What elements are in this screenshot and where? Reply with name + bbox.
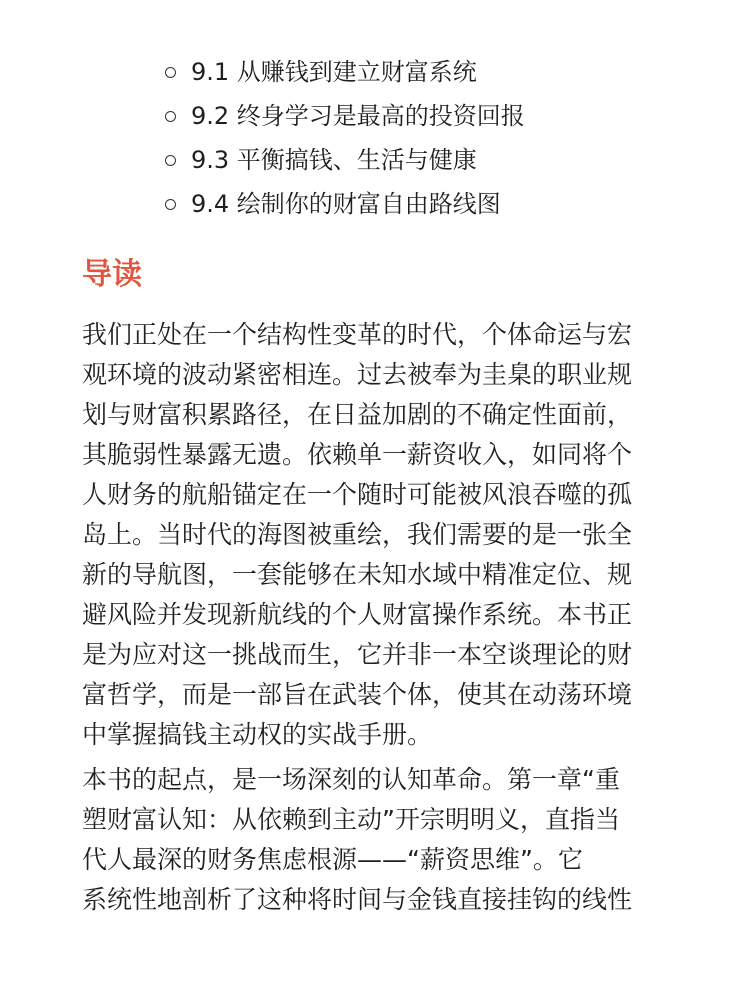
paragraph-line: 富哲学，而是一部旨在武装个体，使其在动荡环境 — [82, 680, 633, 709]
paragraph-line: 新的导航图，一套能够在未知水域中精准定位、规 — [82, 560, 633, 589]
toc-item-label: 9.1 从赚钱到建立财富系统 — [191, 58, 477, 86]
toc-item[interactable] — [160, 50, 525, 94]
paragraph-line: 我们正处在一个结构性变革的时代，个体命运与宏 — [82, 320, 633, 349]
section-heading: 导读 — [82, 257, 142, 292]
paragraph-line: 观环境的波动紧密相连。过去被奉为圭臬的职业规 — [82, 360, 633, 389]
toc-item-label: 9.4 绘制你的财富自由路线图 — [191, 190, 501, 218]
paragraph-line: 其脆弱性暴露无遗。依赖单一薪资收入，如同将个 — [82, 440, 633, 469]
paragraph-line: 代人最深的财务焦虑根源——“薪资思维”。它 — [82, 845, 583, 874]
table-of-contents — [160, 50, 525, 226]
toc-item-label: 9.3 平衡搞钱、生活与健康 — [191, 146, 477, 174]
hollow-bullet-icon — [165, 199, 176, 210]
second-paragraph — [82, 760, 672, 920]
hollow-bullet-icon — [165, 155, 176, 166]
toc-item[interactable] — [160, 182, 525, 226]
paragraph-line: 岛上。当时代的海图被重绘，我们需要的是一张全 — [82, 520, 633, 549]
hollow-bullet-icon — [165, 111, 176, 122]
paragraph-line: 划与财富积累路径，在日益加剧的不确定性面前， — [82, 400, 633, 429]
paragraph-line: 人财务的航船锚定在一个随时可能被风浪吞噬的孤 — [82, 480, 633, 509]
paragraph-line: 避风险并发现新航线的个人财富操作系统。本书正 — [82, 600, 633, 629]
paragraph-line: 本书的起点，是一场深刻的认知革命。第一章“重 — [82, 765, 620, 794]
toc-item-label: 9.2 终身学习是最高的投资回报 — [191, 102, 525, 130]
intro-paragraph — [82, 315, 672, 755]
toc-item[interactable] — [160, 138, 525, 182]
paragraph-line: 系统性地剖析了这种将时间与金钱直接挂钩的线性 — [82, 885, 633, 914]
paragraph-line: 塑财富认知：从依赖到主动”开宗明明义，直指当 — [82, 805, 620, 834]
paragraph-line: 是为应对这一挑战而生，它并非一本空谈理论的财 — [82, 640, 633, 669]
hollow-bullet-icon — [165, 67, 176, 78]
toc-item[interactable] — [160, 94, 525, 138]
paragraph-line: 中掌握搞钱主动权的实战手册。 — [82, 720, 433, 749]
